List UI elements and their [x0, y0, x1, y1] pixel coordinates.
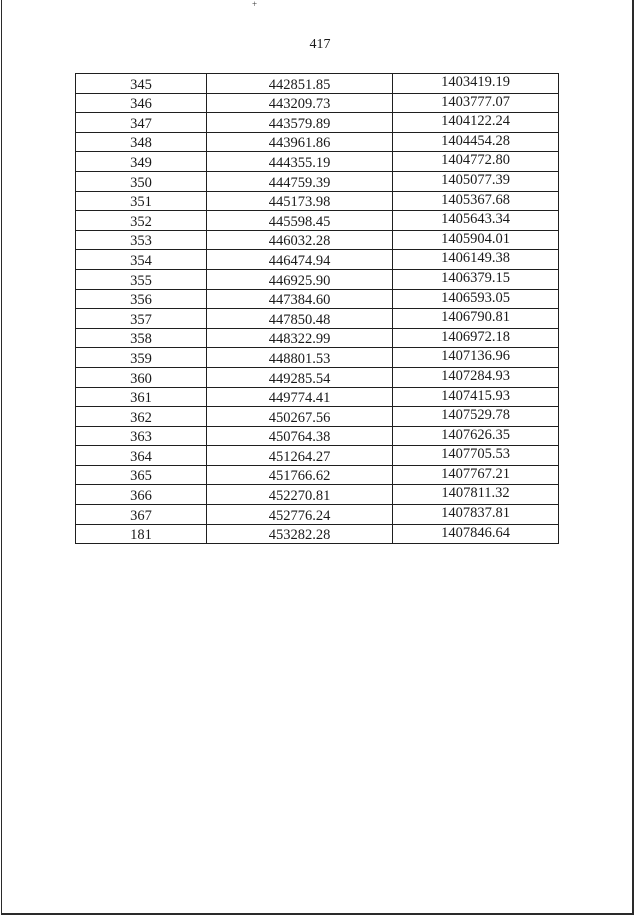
table-row — [76, 171, 559, 191]
x-coordinate-cell: 447850.48 — [207, 309, 393, 329]
x-coordinate-cell: 445173.98 — [207, 191, 393, 211]
point-number-cell: 350 — [76, 171, 207, 191]
table-row — [76, 250, 559, 270]
point-number-cell: 361 — [76, 387, 207, 407]
y-coordinate-cell: 1407767.21 — [393, 465, 559, 485]
point-number-cell: 181 — [76, 524, 207, 544]
point-number-cell: 354 — [76, 250, 207, 270]
x-coordinate-cell: 446474.94 — [207, 250, 393, 270]
table-row — [76, 152, 559, 172]
x-coordinate-cell: 453282.28 — [207, 524, 393, 544]
x-coordinate-cell: 450267.56 — [207, 407, 393, 427]
table-row — [76, 93, 559, 113]
y-coordinate-cell: 1407626.35 — [393, 426, 559, 446]
coordinates-table — [75, 73, 559, 544]
y-coordinate-cell: 1407811.32 — [393, 485, 559, 505]
table-row — [76, 387, 559, 407]
x-coordinate-cell: 449285.54 — [207, 367, 393, 387]
table-row — [76, 348, 559, 368]
point-number-cell: 353 — [76, 230, 207, 250]
point-number-cell: 347 — [76, 113, 207, 133]
x-coordinate-cell: 445598.45 — [207, 211, 393, 231]
y-coordinate-cell: 1404454.28 — [393, 132, 559, 152]
x-coordinate-cell: 448801.53 — [207, 348, 393, 368]
point-number-cell: 348 — [76, 132, 207, 152]
y-coordinate-cell: 1406972.18 — [393, 328, 559, 348]
x-coordinate-cell: 442851.85 — [207, 74, 393, 94]
point-number-cell: 345 — [76, 74, 207, 94]
y-coordinate-cell: 1407136.96 — [393, 348, 559, 368]
point-number-cell: 356 — [76, 289, 207, 309]
y-coordinate-cell: 1405643.34 — [393, 211, 559, 231]
point-number-cell: 351 — [76, 191, 207, 211]
x-coordinate-cell: 451766.62 — [207, 465, 393, 485]
y-coordinate-cell: 1404772.80 — [393, 152, 559, 172]
table-row — [76, 367, 559, 387]
y-coordinate-cell: 1405077.39 — [393, 171, 559, 191]
y-coordinate-cell: 1407846.64 — [393, 524, 559, 544]
y-coordinate-cell: 1407529.78 — [393, 407, 559, 427]
point-number-cell: 366 — [76, 485, 207, 505]
table-row — [76, 465, 559, 485]
x-coordinate-cell: 443961.86 — [207, 132, 393, 152]
x-coordinate-cell: 448322.99 — [207, 328, 393, 348]
y-coordinate-cell: 1405367.68 — [393, 191, 559, 211]
table-row — [76, 505, 559, 525]
point-number-cell: 352 — [76, 211, 207, 231]
y-coordinate-cell: 1406379.15 — [393, 269, 559, 289]
y-coordinate-cell: 1407837.81 — [393, 505, 559, 525]
scan-mark: + — [252, 0, 258, 9]
y-coordinate-cell: 1406593.05 — [393, 289, 559, 309]
table-row — [76, 446, 559, 466]
table-row — [76, 230, 559, 250]
x-coordinate-cell: 447384.60 — [207, 289, 393, 309]
point-number-cell: 357 — [76, 309, 207, 329]
table-row — [76, 269, 559, 289]
table-row — [76, 191, 559, 211]
coordinates-table-body — [76, 74, 559, 544]
point-number-cell: 359 — [76, 348, 207, 368]
y-coordinate-cell: 1407415.93 — [393, 387, 559, 407]
y-coordinate-cell: 1407705.53 — [393, 446, 559, 466]
table-row — [76, 426, 559, 446]
x-coordinate-cell: 444355.19 — [207, 152, 393, 172]
x-coordinate-cell: 451264.27 — [207, 446, 393, 466]
y-coordinate-cell: 1406790.81 — [393, 309, 559, 329]
point-number-cell: 358 — [76, 328, 207, 348]
table-row — [76, 211, 559, 231]
point-number-cell: 364 — [76, 446, 207, 466]
table-row — [76, 309, 559, 329]
point-number-cell: 355 — [76, 269, 207, 289]
x-coordinate-cell: 452776.24 — [207, 505, 393, 525]
point-number-cell: 365 — [76, 465, 207, 485]
point-number-cell: 362 — [76, 407, 207, 427]
y-coordinate-cell: 1405904.01 — [393, 230, 559, 250]
table-row — [76, 113, 559, 133]
y-coordinate-cell: 1407284.93 — [393, 367, 559, 387]
table-row — [76, 132, 559, 152]
x-coordinate-cell: 449774.41 — [207, 387, 393, 407]
x-coordinate-cell: 443579.89 — [207, 113, 393, 133]
x-coordinate-cell: 446925.90 — [207, 269, 393, 289]
table-row — [76, 524, 559, 544]
y-coordinate-cell: 1403777.07 — [393, 93, 559, 113]
table-row — [76, 328, 559, 348]
table-row — [76, 485, 559, 505]
point-number-cell: 367 — [76, 505, 207, 525]
y-coordinate-cell: 1406149.38 — [393, 250, 559, 270]
page-number: 417 — [309, 37, 331, 52]
x-coordinate-cell: 446032.28 — [207, 230, 393, 250]
x-coordinate-cell: 444759.39 — [207, 171, 393, 191]
point-number-cell: 346 — [76, 93, 207, 113]
table-row — [76, 74, 559, 94]
y-coordinate-cell: 1403419.19 — [393, 74, 559, 94]
point-number-cell: 349 — [76, 152, 207, 172]
y-coordinate-cell: 1404122.24 — [393, 113, 559, 133]
point-number-cell: 363 — [76, 426, 207, 446]
table-row — [76, 407, 559, 427]
x-coordinate-cell: 452270.81 — [207, 485, 393, 505]
x-coordinate-cell: 450764.38 — [207, 426, 393, 446]
table-row — [76, 289, 559, 309]
x-coordinate-cell: 443209.73 — [207, 93, 393, 113]
point-number-cell: 360 — [76, 367, 207, 387]
